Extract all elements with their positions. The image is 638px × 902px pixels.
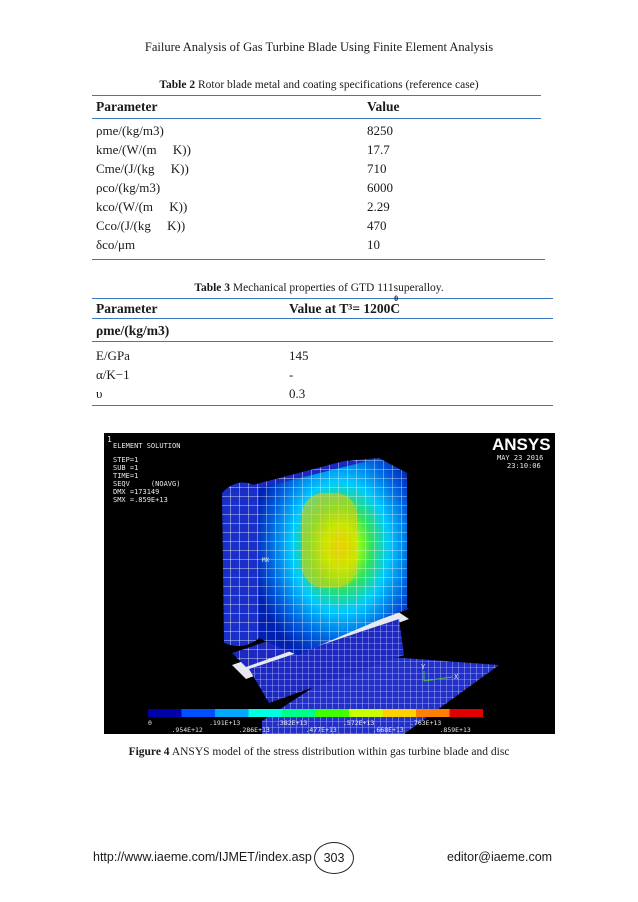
- table3-caption-text: Mechanical properties of GTD 111superalloy.: [232, 282, 444, 294]
- table-row: [96, 121, 536, 140]
- param-cell: υ: [96, 386, 103, 401]
- info-line: DMX =173149: [113, 488, 160, 496]
- table3-caption: [0, 282, 638, 294]
- table3-body: [96, 346, 536, 403]
- info-line: SUB =1: [113, 464, 139, 472]
- legend-label: .859E+13: [439, 726, 471, 734]
- legend-swatch: [383, 709, 417, 717]
- table2-bottom-rule: [92, 259, 545, 260]
- value-cell: 2.29: [367, 199, 390, 214]
- render-time: 23:10:06: [507, 462, 541, 470]
- value-cell: 470: [367, 218, 387, 233]
- info-line: STEP=1: [113, 456, 139, 464]
- table-row: [96, 197, 536, 216]
- table2-caption-text: Rotor blade metal and coating specifications (reference case): [197, 79, 479, 91]
- value-cell: -: [289, 367, 294, 382]
- table2-top-rule: [92, 95, 541, 96]
- table3-bottom-rule: [92, 405, 553, 406]
- legend-swatch: [316, 709, 350, 717]
- figure4-label: Figure 4: [128, 746, 170, 758]
- table2-header-rule: [92, 118, 541, 119]
- param-cell: E/GPa: [96, 348, 130, 363]
- value-cell: 6000: [367, 180, 393, 195]
- legend-label: .191E+13: [209, 719, 241, 727]
- legend-colorbar: [148, 709, 483, 717]
- table-row: [96, 235, 536, 254]
- param-cell: ρme/(kg/m3): [96, 123, 164, 138]
- table2-label: Table 2: [159, 79, 196, 91]
- legend-swatch: [416, 709, 450, 717]
- legend-label: .954E+12: [171, 726, 203, 734]
- running-header: Failure Analysis of Gas Turbine Blade Using Finite Element Analysis: [144, 40, 494, 54]
- figure-number-label: 1: [107, 435, 112, 444]
- figure4-caption-text: ANSYS model of the stress distribution within gas turbine blade and disc: [171, 746, 510, 758]
- value-cell: 10: [367, 237, 380, 252]
- info-line: SMX =.859E+13: [113, 496, 168, 504]
- ansys-figure: [104, 433, 555, 734]
- param-cell: kme/(W/(m K)): [96, 142, 191, 157]
- value-cell: 710: [367, 161, 387, 176]
- page-number: 303: [314, 842, 354, 874]
- table-row: [96, 178, 536, 197]
- legend-lower-labels: [172, 726, 471, 734]
- info-line: TIME=1: [113, 472, 139, 480]
- legend-label: .286E+13: [238, 726, 270, 734]
- legend-swatch: [148, 709, 182, 717]
- table-row: [96, 140, 536, 159]
- info-line: ELEMENT SOLUTION: [113, 442, 181, 450]
- table3-header-value-text: Value at T³= 1200C: [289, 301, 401, 316]
- render-date: MAY 23 2016: [497, 454, 544, 462]
- value-cell: 145: [289, 348, 309, 363]
- leading-edge-mesh: [222, 483, 259, 646]
- table-row: [96, 216, 536, 235]
- legend-label: 0: [148, 719, 152, 727]
- footer-email[interactable]: editor@iaeme.com: [447, 850, 553, 864]
- legend-swatch: [182, 709, 216, 717]
- param-cell: ρco/(kg/m3): [96, 180, 161, 195]
- ansys-render: [104, 433, 555, 734]
- legend-label: .572E+13: [343, 719, 375, 727]
- ansys-logo: ANSYS: [492, 435, 551, 454]
- table3-subheader-rule: [92, 341, 553, 342]
- table3-header-value: [289, 294, 401, 317]
- param-cell: Cme/(J/(kg K)): [96, 161, 189, 176]
- axis-y-label: Y: [421, 663, 426, 671]
- table2-caption: [0, 79, 638, 91]
- table2-header-parameter: Parameter: [96, 99, 158, 114]
- value-cell: 17.7: [367, 142, 390, 157]
- footer-url[interactable]: http://www.iaeme.com/IJMET/index.asp: [93, 850, 312, 864]
- table3-label: Table 3: [194, 282, 231, 294]
- param-cell: α/K−1: [96, 367, 130, 382]
- table2-header-value: Value: [367, 99, 400, 114]
- legend-label: .382E+13: [276, 719, 308, 727]
- legend-label: .668E+13: [372, 726, 404, 734]
- table-row: [96, 159, 536, 178]
- legend-label: .763E+13: [410, 719, 442, 727]
- table3-header-parameter: Parameter: [96, 301, 158, 316]
- table-row: [96, 365, 536, 384]
- legend-label: .477E+13: [305, 726, 337, 734]
- legend-swatch: [215, 709, 249, 717]
- table3-header-rule: [92, 318, 553, 319]
- info-line: SEQV (NOAVG): [113, 480, 181, 488]
- table2-body: [96, 121, 536, 254]
- legend-swatch: [349, 709, 383, 717]
- table3-subheader: ρme/(kg/m3): [96, 323, 170, 338]
- figure4-caption: [0, 746, 638, 758]
- axis-x-label: X: [454, 673, 459, 681]
- table3-top-rule: [92, 298, 553, 299]
- legend-swatch: [249, 709, 283, 717]
- table-row: [96, 346, 536, 365]
- param-cell: kco/(W/(m K)): [96, 199, 188, 214]
- legend-swatch: [282, 709, 316, 717]
- table-row: [96, 384, 536, 403]
- param-cell: Cco/(J/(kg K)): [96, 218, 186, 233]
- value-cell: 8250: [367, 123, 393, 138]
- degree-mark: 0: [394, 294, 399, 303]
- stress-hotspot: [302, 493, 357, 588]
- max-node-label: MX: [262, 557, 270, 564]
- legend-swatch: [450, 709, 484, 717]
- value-cell: 0.3: [289, 386, 306, 401]
- param-cell: δco/μm: [96, 237, 136, 252]
